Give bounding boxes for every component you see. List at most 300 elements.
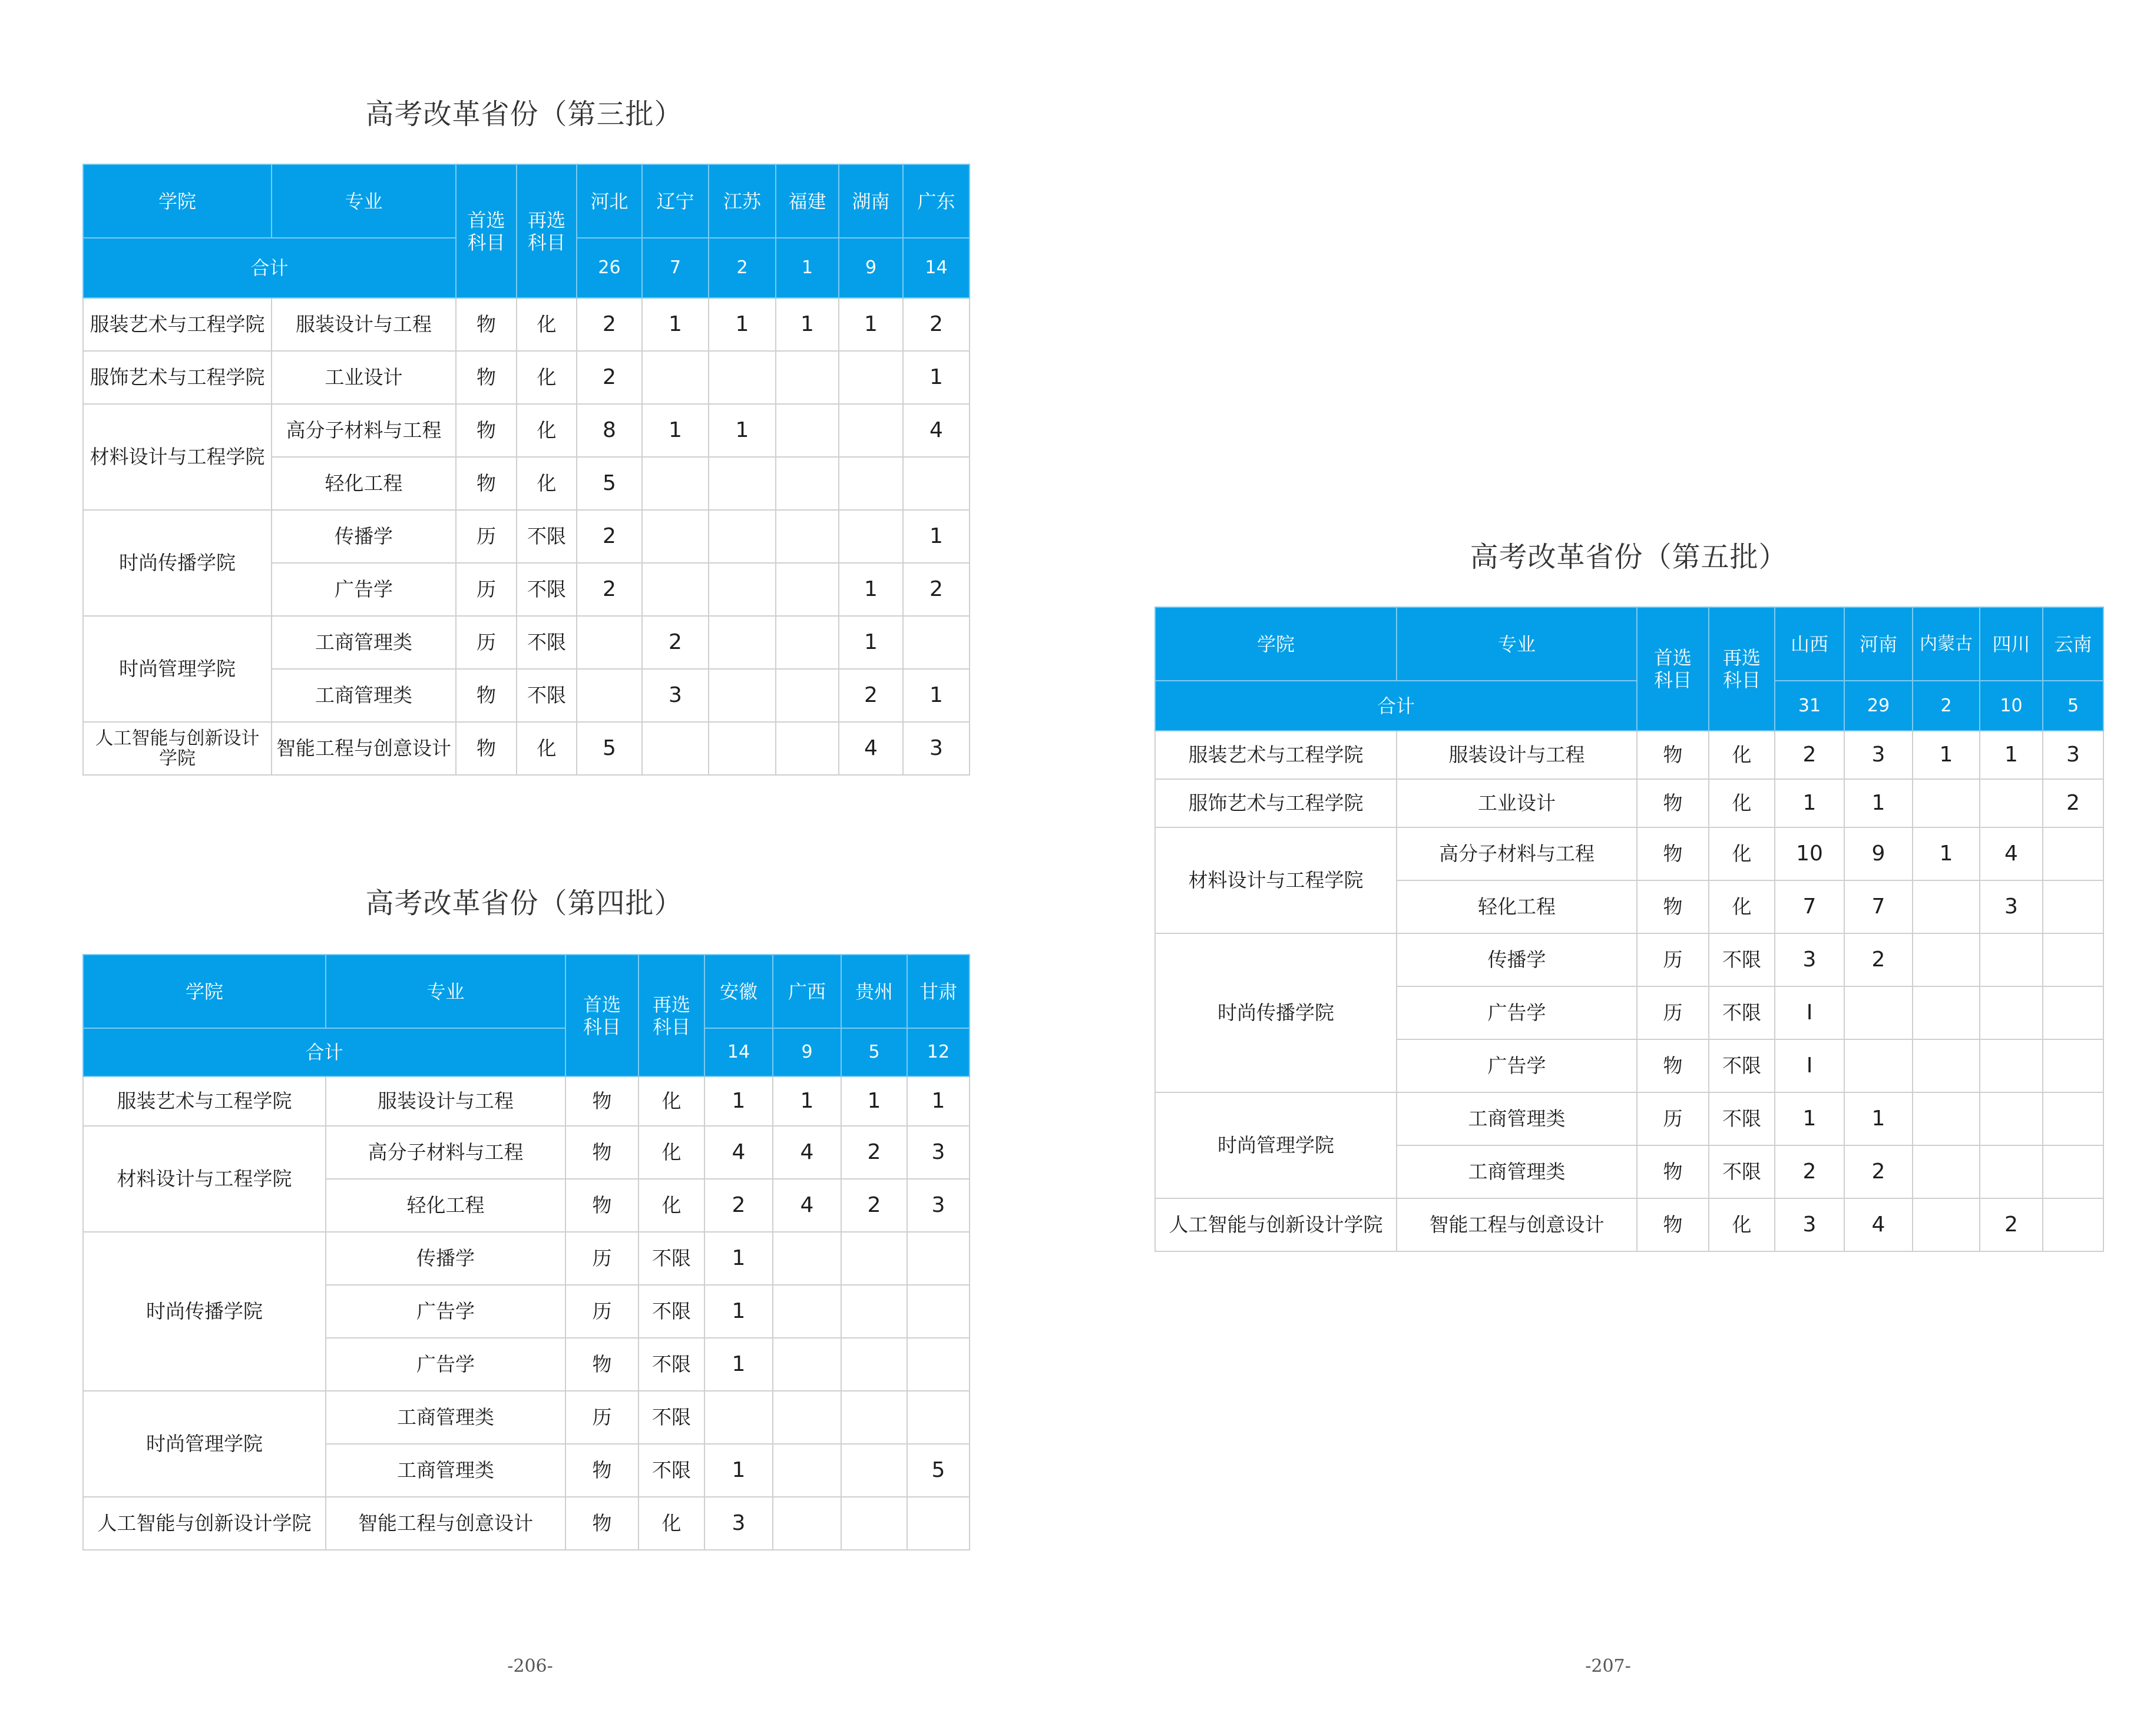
count-cell (2043, 986, 2103, 1039)
first-subject-cell: 物 (456, 669, 517, 722)
second-subject-cell: 化 (517, 457, 577, 510)
count-cell (839, 404, 903, 457)
count-cell (907, 1285, 970, 1338)
count-cell: 1 (907, 1076, 970, 1126)
second-subject-cell: 化 (517, 351, 577, 404)
batch4-table (82, 954, 970, 1551)
total-value: 31 (1775, 681, 1844, 731)
second-subject-cell: 不限 (639, 1232, 704, 1285)
table-row (1155, 731, 2103, 779)
count-cell: 2 (1980, 1198, 2043, 1251)
count-cell (642, 351, 709, 404)
second-subject-cell: 化 (1709, 731, 1775, 779)
college-cell: 时尚管理学院 (83, 1391, 326, 1497)
table-row (83, 351, 970, 404)
count-cell: 3 (642, 669, 709, 722)
count-cell: 5 (907, 1444, 970, 1497)
second-subject-cell: 化 (517, 404, 577, 457)
header-province: 山西 (1775, 607, 1844, 681)
count-cell: 3 (1980, 880, 2043, 933)
count-cell: 1 (839, 298, 903, 351)
header-province: 四川 (1980, 607, 2043, 681)
first-subject-cell: 物 (456, 457, 517, 510)
total-value: 5 (841, 1028, 907, 1076)
second-subject-cell: 不限 (639, 1338, 704, 1391)
first-subject-cell: 物 (1637, 779, 1709, 827)
first-subject-cell: 物 (565, 1338, 639, 1391)
first-subject-cell: 物 (1637, 827, 1709, 880)
first-subject-cell: 物 (565, 1076, 639, 1126)
count-cell: 4 (773, 1126, 841, 1179)
table-row (1155, 827, 2103, 880)
count-cell (776, 563, 839, 616)
count-cell: 1 (1980, 731, 2043, 779)
table-row (83, 1126, 970, 1179)
major-cell: 工业设计 (1397, 779, 1637, 827)
first-subject-cell: 历 (565, 1285, 639, 1338)
second-subject-cell: 化 (639, 1076, 704, 1126)
count-cell (1913, 986, 1980, 1039)
header-province: 云南 (2043, 607, 2103, 681)
count-cell: 3 (1775, 1198, 1844, 1251)
count-cell (773, 1497, 841, 1550)
total-value: 1 (776, 238, 839, 298)
count-cell: 2 (577, 351, 642, 404)
second-subject-cell: 不限 (1709, 1092, 1775, 1145)
table-row (1155, 1198, 2103, 1251)
count-cell (841, 1497, 907, 1550)
first-subject-cell: 物 (565, 1497, 639, 1550)
header-province: 江苏 (709, 164, 776, 238)
count-cell: 1 (1775, 779, 1844, 827)
header-first-subject: 首选科目 (1637, 607, 1709, 731)
second-subject-cell: 化 (639, 1497, 704, 1550)
count-cell (1980, 779, 2043, 827)
count-cell: 3 (1844, 731, 1913, 779)
count-cell (773, 1444, 841, 1497)
total-value: 9 (773, 1028, 841, 1076)
count-cell (709, 457, 776, 510)
second-subject-cell: 化 (639, 1126, 704, 1179)
header-major: 专业 (272, 164, 456, 238)
count-cell: 8 (577, 404, 642, 457)
second-subject-cell: 不限 (517, 510, 577, 563)
count-cell (709, 669, 776, 722)
count-cell (709, 351, 776, 404)
count-cell (1913, 1092, 1980, 1145)
second-subject-cell: 不限 (639, 1391, 704, 1444)
count-cell: 2 (1775, 731, 1844, 779)
major-cell: 传播学 (1397, 933, 1637, 986)
count-cell: 4 (839, 722, 903, 775)
first-subject-cell: 物 (565, 1444, 639, 1497)
count-cell: 5 (577, 722, 642, 775)
count-cell: 2 (577, 298, 642, 351)
count-cell (1913, 1145, 1980, 1198)
first-subject-cell: 物 (456, 722, 517, 775)
count-cell (1980, 933, 2043, 986)
second-subject-cell: 化 (1709, 1198, 1775, 1251)
count-cell (773, 1338, 841, 1391)
count-cell (1844, 986, 1913, 1039)
header-province: 内蒙古 (1913, 607, 1980, 681)
college-cell: 材料设计与工程学院 (83, 404, 272, 510)
header-province: 甘肃 (907, 955, 970, 1028)
first-subject-cell: 物 (1637, 731, 1709, 779)
count-cell (2043, 1198, 2103, 1251)
count-cell (841, 1338, 907, 1391)
major-cell: 传播学 (326, 1232, 565, 1285)
count-cell: 9 (1844, 827, 1913, 880)
count-cell: 4 (903, 404, 970, 457)
count-cell (709, 510, 776, 563)
college-cell: 服装艺术与工程学院 (83, 298, 272, 351)
count-cell (704, 1391, 773, 1444)
count-cell (907, 1497, 970, 1550)
count-cell: 2 (841, 1179, 907, 1232)
table-row (1155, 779, 2103, 827)
total-value: 5 (2043, 681, 2103, 731)
count-cell: 4 (1844, 1198, 1913, 1251)
count-cell: 1 (704, 1285, 773, 1338)
count-cell: 2 (577, 563, 642, 616)
count-cell (776, 722, 839, 775)
college-cell: 材料设计与工程学院 (83, 1126, 326, 1232)
header-province: 河南 (1844, 607, 1913, 681)
major-cell: 服装设计与工程 (326, 1076, 565, 1126)
second-subject-cell: 不限 (1709, 933, 1775, 986)
count-cell (2043, 933, 2103, 986)
count-cell: 1 (841, 1076, 907, 1126)
major-cell: 工商管理类 (326, 1391, 565, 1444)
count-cell: 2 (2043, 779, 2103, 827)
header-total: 合计 (1155, 681, 1637, 731)
count-cell: 1 (839, 563, 903, 616)
major-cell: 工商管理类 (272, 616, 456, 669)
table-row (83, 722, 970, 775)
header-first-subject: 首选科目 (456, 164, 517, 298)
major-cell: 工商管理类 (1397, 1092, 1637, 1145)
total-value: 14 (903, 238, 970, 298)
header-province: 河北 (577, 164, 642, 238)
college-cell: 时尚传播学院 (83, 510, 272, 616)
major-cell: 轻化工程 (272, 457, 456, 510)
count-cell: 1 (642, 298, 709, 351)
count-cell (1844, 1039, 1913, 1092)
first-subject-cell: 物 (565, 1126, 639, 1179)
first-subject-cell: 物 (456, 351, 517, 404)
count-cell: 3 (1775, 933, 1844, 986)
count-cell: 3 (907, 1179, 970, 1232)
header-province: 广东 (903, 164, 970, 238)
count-cell (1913, 779, 1980, 827)
header-second-subject: 再选科目 (1709, 607, 1775, 731)
count-cell (2043, 1145, 2103, 1198)
count-cell (776, 351, 839, 404)
count-cell (2043, 1092, 2103, 1145)
major-cell: 工商管理类 (272, 669, 456, 722)
college-cell: 时尚管理学院 (83, 616, 272, 722)
count-cell: 4 (704, 1126, 773, 1179)
table-row (83, 298, 970, 351)
count-cell (907, 1338, 970, 1391)
count-cell: 2 (577, 510, 642, 563)
page-number-left: -206- (507, 1656, 553, 1677)
count-cell: 2 (642, 616, 709, 669)
major-cell: 高分子材料与工程 (272, 404, 456, 457)
first-subject-cell: 历 (456, 563, 517, 616)
table-row (83, 616, 970, 669)
count-cell: 2 (1844, 933, 1913, 986)
count-cell: 2 (903, 298, 970, 351)
college-cell: 时尚管理学院 (1155, 1092, 1397, 1198)
first-subject-cell: 历 (456, 510, 517, 563)
first-subject-cell: 历 (1637, 986, 1709, 1039)
major-cell: 智能工程与创意设计 (1397, 1198, 1637, 1251)
header-total: 合计 (83, 1028, 565, 1076)
count-cell (903, 457, 970, 510)
major-cell: 智能工程与创意设计 (326, 1497, 565, 1550)
header-major: 专业 (1397, 607, 1637, 681)
total-value: 2 (1913, 681, 1980, 731)
batch4-title: 高考改革省份（第四批） (365, 887, 683, 920)
major-cell: 广告学 (272, 563, 456, 616)
count-cell (903, 616, 970, 669)
count-cell: 2 (839, 669, 903, 722)
major-cell: 智能工程与创意设计 (272, 722, 456, 775)
college-cell: 材料设计与工程学院 (1155, 827, 1397, 933)
major-cell: 传播学 (272, 510, 456, 563)
header-major: 专业 (326, 955, 565, 1028)
count-cell: 1 (1844, 1092, 1913, 1145)
count-cell: 2 (704, 1179, 773, 1232)
count-cell (841, 1391, 907, 1444)
count-cell: 2 (1844, 1145, 1913, 1198)
count-cell: 1 (704, 1232, 773, 1285)
header-college: 学院 (1155, 607, 1397, 681)
count-cell (709, 563, 776, 616)
header-first-subject: 首选科目 (565, 955, 639, 1076)
count-cell: 1 (704, 1444, 773, 1497)
college-cell: 服饰艺术与工程学院 (83, 351, 272, 404)
count-cell (776, 404, 839, 457)
second-subject-cell: 不限 (1709, 1145, 1775, 1198)
second-subject-cell: 化 (517, 298, 577, 351)
first-subject-cell: 历 (456, 616, 517, 669)
count-cell: 1 (903, 510, 970, 563)
count-cell (2043, 827, 2103, 880)
first-subject-cell: 物 (456, 298, 517, 351)
total-value: 14 (704, 1028, 773, 1076)
count-cell: 10 (1775, 827, 1844, 880)
count-cell (642, 722, 709, 775)
count-cell (1913, 1039, 1980, 1092)
count-cell (1980, 986, 2043, 1039)
count-cell: 1 (1913, 827, 1980, 880)
count-cell (839, 457, 903, 510)
total-value: 29 (1844, 681, 1913, 731)
second-subject-cell: 不限 (517, 616, 577, 669)
count-cell: 4 (1980, 827, 2043, 880)
second-subject-cell: 不限 (1709, 1039, 1775, 1092)
count-cell (841, 1285, 907, 1338)
count-cell (642, 563, 709, 616)
count-cell: 7 (1844, 880, 1913, 933)
table-row (83, 1391, 970, 1444)
major-cell: 广告学 (326, 1285, 565, 1338)
count-cell (776, 669, 839, 722)
second-subject-cell: 不限 (517, 669, 577, 722)
table-row (83, 510, 970, 563)
count-cell (2043, 1039, 2103, 1092)
count-cell (1913, 880, 1980, 933)
college-cell: 人工智能与创新设计学院 (83, 1497, 326, 1550)
count-cell: 1 (709, 298, 776, 351)
header-province: 湖南 (839, 164, 903, 238)
count-cell: 1 (1775, 1092, 1844, 1145)
count-cell (642, 457, 709, 510)
major-cell: 高分子材料与工程 (326, 1126, 565, 1179)
college-cell: 服装艺术与工程学院 (83, 1076, 326, 1126)
total-value: 2 (709, 238, 776, 298)
count-cell: 1 (704, 1338, 773, 1391)
count-cell: I (1775, 1039, 1844, 1092)
count-cell: 5 (577, 457, 642, 510)
count-cell (907, 1232, 970, 1285)
major-cell: 高分子材料与工程 (1397, 827, 1637, 880)
count-cell: 4 (773, 1179, 841, 1232)
table-row (83, 1497, 970, 1550)
count-cell (839, 510, 903, 563)
table-row (1155, 933, 2103, 986)
count-cell: 1 (704, 1076, 773, 1126)
college-cell: 人工智能与创新设计学院 (1155, 1198, 1397, 1251)
first-subject-cell: 历 (565, 1232, 639, 1285)
first-subject-cell: 历 (1637, 1092, 1709, 1145)
second-subject-cell: 化 (1709, 779, 1775, 827)
count-cell: 1 (839, 616, 903, 669)
first-subject-cell: 物 (1637, 1145, 1709, 1198)
major-cell: 轻化工程 (1397, 880, 1637, 933)
count-cell: 1 (709, 404, 776, 457)
header-second-subject: 再选科目 (639, 955, 704, 1076)
count-cell (2043, 880, 2103, 933)
major-cell: 广告学 (1397, 1039, 1637, 1092)
college-cell: 服装艺术与工程学院 (1155, 731, 1397, 779)
first-subject-cell: 物 (456, 404, 517, 457)
count-cell (577, 616, 642, 669)
count-cell: 1 (903, 669, 970, 722)
count-cell (839, 351, 903, 404)
count-cell (907, 1391, 970, 1444)
major-cell: 服装设计与工程 (272, 298, 456, 351)
second-subject-cell: 化 (1709, 880, 1775, 933)
total-value: 7 (642, 238, 709, 298)
count-cell (841, 1444, 907, 1497)
college-cell: 时尚传播学院 (83, 1232, 326, 1391)
header-province: 贵州 (841, 955, 907, 1028)
first-subject-cell: 物 (1637, 880, 1709, 933)
header-province: 福建 (776, 164, 839, 238)
major-cell: 轻化工程 (326, 1179, 565, 1232)
second-subject-cell: 化 (1709, 827, 1775, 880)
major-cell: 广告学 (326, 1338, 565, 1391)
table-row (83, 1232, 970, 1285)
first-subject-cell: 物 (1637, 1198, 1709, 1251)
table-row (83, 1076, 970, 1126)
count-cell (1980, 1092, 2043, 1145)
count-cell (709, 722, 776, 775)
total-value: 9 (839, 238, 903, 298)
second-subject-cell: 不限 (639, 1444, 704, 1497)
header-province: 安徽 (704, 955, 773, 1028)
count-cell: 1 (1844, 779, 1913, 827)
total-value: 26 (577, 238, 642, 298)
batch3-title: 高考改革省份（第三批） (365, 98, 683, 131)
header-province: 辽宁 (642, 164, 709, 238)
second-subject-cell: 不限 (517, 563, 577, 616)
count-cell (1980, 1145, 2043, 1198)
page-number-right: -207- (1585, 1656, 1631, 1677)
count-cell: 1 (903, 351, 970, 404)
count-cell (1980, 1039, 2043, 1092)
major-cell: 广告学 (1397, 986, 1637, 1039)
count-cell (773, 1285, 841, 1338)
total-value: 12 (907, 1028, 970, 1076)
college-cell: 服饰艺术与工程学院 (1155, 779, 1397, 827)
count-cell (776, 510, 839, 563)
batch5-title: 高考改革省份（第五批） (1470, 541, 1788, 574)
first-subject-cell: 物 (1637, 1039, 1709, 1092)
count-cell: 3 (2043, 731, 2103, 779)
header-province: 广西 (773, 955, 841, 1028)
count-cell (1913, 1198, 1980, 1251)
count-cell: 1 (642, 404, 709, 457)
count-cell (1913, 933, 1980, 986)
count-cell: 2 (903, 563, 970, 616)
header-college: 学院 (83, 164, 272, 238)
count-cell: 1 (1913, 731, 1980, 779)
count-cell: I (1775, 986, 1844, 1039)
count-cell: 2 (1775, 1145, 1844, 1198)
count-cell: 3 (903, 722, 970, 775)
header-total: 合计 (83, 238, 456, 298)
count-cell: 2 (841, 1126, 907, 1179)
count-cell: 1 (773, 1076, 841, 1126)
major-cell: 服装设计与工程 (1397, 731, 1637, 779)
header-second-subject: 再选科目 (517, 164, 577, 298)
college-cell: 人工智能与创新设计学院 (83, 722, 272, 775)
table-row (83, 404, 970, 457)
major-cell: 工业设计 (272, 351, 456, 404)
count-cell (773, 1232, 841, 1285)
major-cell: 工商管理类 (326, 1444, 565, 1497)
count-cell (773, 1391, 841, 1444)
first-subject-cell: 历 (565, 1391, 639, 1444)
second-subject-cell: 化 (639, 1179, 704, 1232)
count-cell: 3 (907, 1126, 970, 1179)
header-college: 学院 (83, 955, 326, 1028)
batch3-table (82, 164, 970, 776)
count-cell: 3 (704, 1497, 773, 1550)
count-cell (577, 669, 642, 722)
second-subject-cell: 不限 (639, 1285, 704, 1338)
second-subject-cell: 不限 (1709, 986, 1775, 1039)
table-row (1155, 1092, 2103, 1145)
first-subject-cell: 历 (1637, 933, 1709, 986)
count-cell (709, 616, 776, 669)
count-cell (776, 457, 839, 510)
